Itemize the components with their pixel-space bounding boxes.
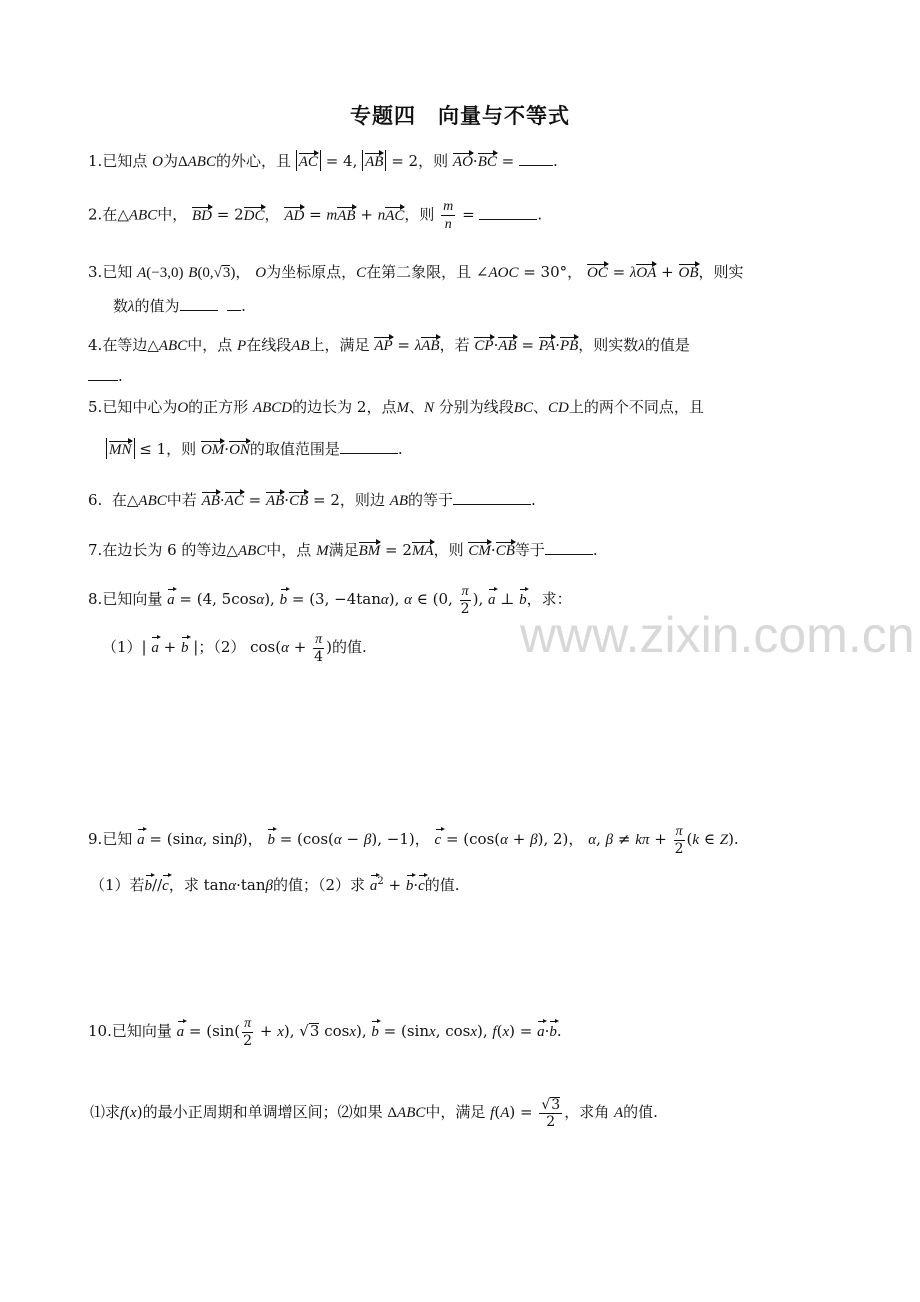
problem-6: 6. 在△ABC中若 AB·AC = AB·CB = 2，则边 AB的等于 . [88,491,536,509]
problem-4-line-2: . [88,368,123,384]
problem-9-line-2: （1）若b//c，求 tanα·tanβ的值；（2）求 $a^2 + b\cdot c$的值. [90,876,460,894]
problem-5-line-1: 5.已知中心为O的正方形 ABCD的边长为 2，点M、N 分别为线段BC、CD上的两个不同点，且 [88,398,704,416]
problem-10-line-2: ⑴求f(x)的最小正周期和单调增区间；⑵如果 ΔABC中，满足 f(A) = $\frac{√3}{2}$ ，求角 A的值. [90,1097,658,1130]
problem-1: 1.已知点 O为ΔABC的外心，且 AC = 4, AB = 2，则 AO·BC = . [88,152,558,170]
problem-3-line-2: 数λ的值为 . [113,297,246,315]
problem-8-line-2: （1）| a + b |；（2） cos(α + $\frac{\pi}{4}$ )的值. [102,632,367,665]
problem-5-line-2: MN ≤ 1，则 OM·ON的取值范围是 . [106,438,403,459]
problem-4-line-1: 4.在等边△ABC中，点 P在线段AB上，满足 AP = λAB，若 CP·AB = PA·PB，则实数λ的值是 [88,336,690,354]
problem-10-line-1: 10.已知向量 a = (sin( $\frac{\pi}{2}$ + x), √3 cosx), b = (sinx, cosx), f(x) = a·b. [88,1016,562,1049]
problem-7: 7.在边长为 6 的等边△ABC中，点 M满足BM = 2MA，则 CM·CB等于 . [88,541,598,559]
problem-9-line-1: 9.已知 a = (sinα, sinβ)， b = (cos(α − β), −1)， c = (cos(α + β), 2)， α, β ≠ kπ + $\frac{\pi}{2}$ (k ∈ Z). [88,824,739,857]
page-title: 专题四 向量与不等式 [350,104,570,128]
problem-2: 2.在△ABC中， BD = 2DC， AD = mAB + nAC，则 $\frac{m}{n}$ = . [88,199,543,232]
watermark: www.zixin.com.cn [520,607,915,663]
problem-3-line-1: 3.已知 A(−3,0) B(0,√3)， O为坐标原点，C在第二象限，且 ∠AOC = 30°， OC = λOA + OB，则实 [88,263,744,281]
problem-8-line-1: 8.已知向量 a = (4, 5cosα), b = (3, −4tanα), α ∈ (0, $\frac{\pi}{2}$ ), a ⊥ b，求： [88,584,572,617]
